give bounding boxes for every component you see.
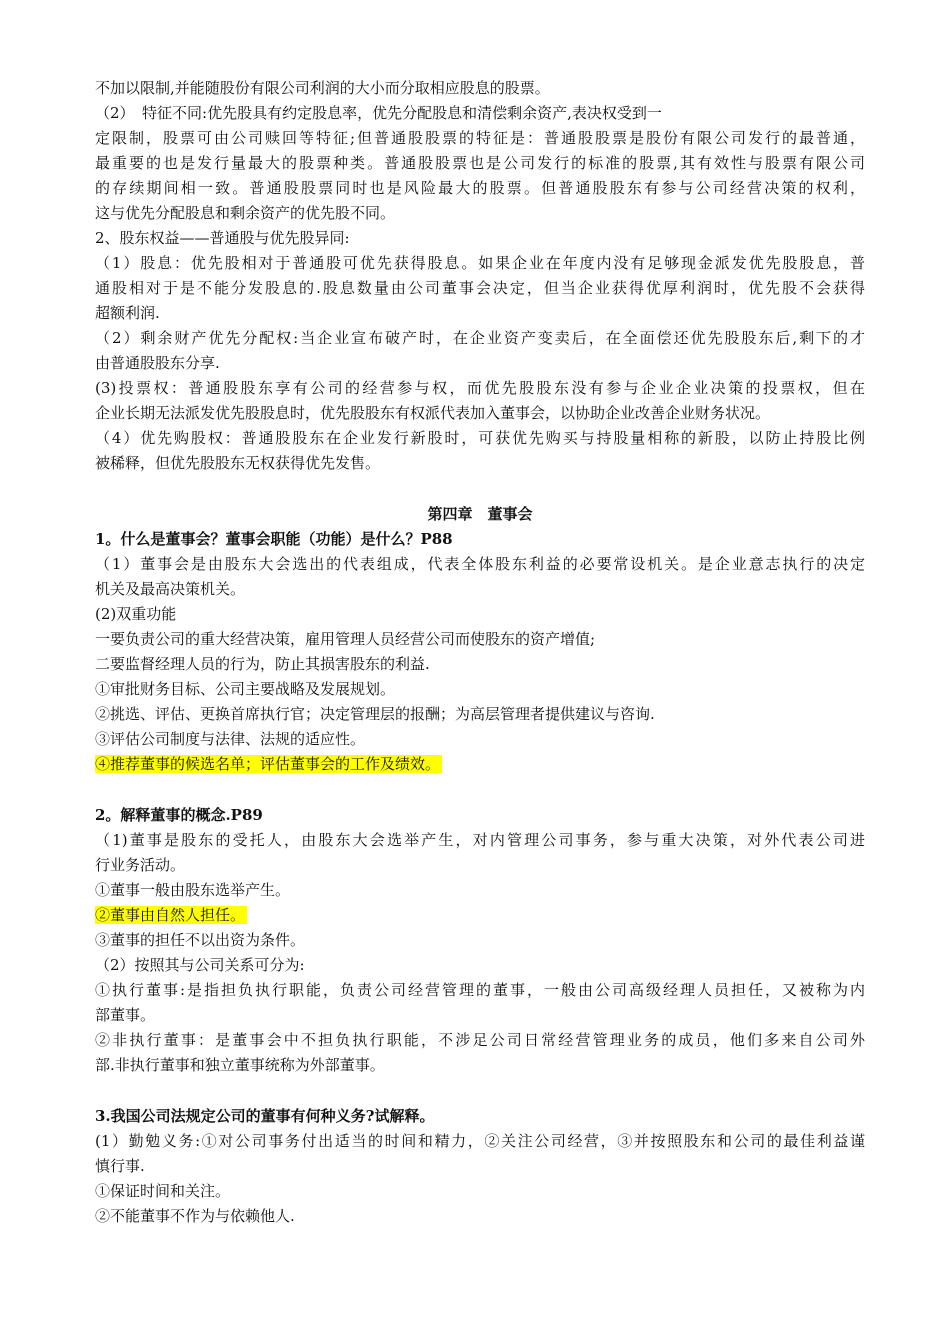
question-heading: 2。解释董事的概念.P89 <box>95 806 263 824</box>
paragraph-line: （2） 特征不同:优先股具有约定股息率，优先分配股息和清偿剩余资产,表决权受到一 <box>95 104 662 122</box>
paragraph-line: 机关及最高决策机关。 <box>95 580 246 598</box>
paragraph-line: 定限制，股票可由公司赎回等特征;但普通股股票的特征是：普通股股票是股份有限公司发行的最普通， <box>95 129 865 147</box>
paragraph-line: (2)双重功能 <box>95 605 177 623</box>
list-item: ①审批财务目标、公司主要战略及发展规划。 <box>95 680 396 698</box>
paragraph-line: 由普通股股东分享. <box>95 354 220 372</box>
paragraph-line: 二要监督经理人员的行为，防止其损害股东的利益. <box>95 655 430 673</box>
list-item: ③董事的担任不以出资为条件。 <box>95 931 306 949</box>
paragraph-line: （4）优先购股权：普通股股东在企业发行新股时，可获优先购买与持股量相称的新股，以防止持股比例 <box>95 429 865 447</box>
paragraph-line: （2）剩余财产优先分配权:当企业宣布破产时，在企业资产变卖后，在全面偿还优先股股东后,剩下的才 <box>95 329 865 347</box>
subsection-heading: 2、股东权益——普通股与优先股异同: <box>95 229 350 247</box>
question-heading: 1。什么是董事会？董事会职能（功能）是什么？P88 <box>95 530 453 548</box>
highlighted-line <box>95 752 865 776</box>
paragraph-line: (1）勤勉义务:①对公司事务付出适当的时间和精力，②关注公司经营，③并按照股东和公司的最佳利益谨 <box>95 1132 865 1150</box>
paragraph-line: 部董事。 <box>95 1006 156 1024</box>
paragraph-line: 超额利润. <box>95 304 160 322</box>
paragraph-line: 企业长期无法派发优先股股息时，优先股股东有权派代表加入董事会，以协助企业改善企业财务状况。 <box>95 404 771 422</box>
list-item: ②非执行董事：是董事会中不担负执行职能，不涉足公司日常经营管理业务的成员，他们多来自公司外 <box>95 1031 865 1049</box>
paragraph-line: 部.非执行董事和独立董事统称为外部董事。 <box>95 1056 385 1074</box>
paragraph-line: （1)董事是股东的受托人，由股东大会选举产生，对内管理公司事务，参与重大决策，对外代表公司进 <box>95 831 865 849</box>
paragraph-line: 这与优先分配股息和剩余资产的优先股不同。 <box>95 204 396 222</box>
paragraph-line: 不加以限制,并能随股份有限公司利润的大小而分取相应股息的股票。 <box>95 79 550 97</box>
paragraph-line: 被稀释，但优先股股东无权获得优先发售。 <box>95 454 381 472</box>
highlighted-text: ④推荐董事的候选名单；评估董事会的工作及绩效。 <box>95 755 441 773</box>
paragraph-line: 通股相对于是不能分发股息的.股息数量由公司董事会决定，但当企业获得优厚利润时，优先股不会获得 <box>95 279 865 297</box>
paragraph-line: (3)投票权：普通股股东享有公司的经营参与权，而优先股股东没有参与企业企业决策的投票权，但在 <box>95 379 865 397</box>
paragraph-line: 慎行事. <box>95 1157 145 1175</box>
highlighted-line <box>95 903 865 927</box>
list-item: ③评估公司制度与法律、法规的适应性。 <box>95 730 366 748</box>
highlighted-text: ②董事由自然人担任。 <box>95 906 246 924</box>
paragraph-line: 的存续期间相一致。普通股股票同时也是风险最大的股票。但普通股股东有参与公司经营决策的权利， <box>95 179 865 197</box>
paragraph-line: （2）按照其与公司关系可分为: <box>95 956 305 974</box>
paragraph-line: 一要负责公司的重大经营决策，雇用管理人员经营公司而使股东的资产增值; <box>95 630 596 648</box>
list-item: ①董事一般由股东选举产生。 <box>95 881 291 899</box>
list-item: ②不能董事不作为与依赖他人. <box>95 1207 295 1225</box>
paragraph-line: 行业务活动。 <box>95 856 186 874</box>
list-item: ①执行董事:是指担负执行职能，负责公司经营管理的董事，一般由公司高级经理人员担任，又被称为内 <box>95 981 865 999</box>
paragraph-line: （1）董事会是由股东大会选出的代表组成，代表全体股东利益的必要常设机关。是企业意志执行的决定 <box>95 555 865 573</box>
chapter-title: 第四章 董事会 <box>427 505 533 523</box>
list-item: ②挑选、评估、更换首席执行官；决定管理层的报酬；为高层管理者提供建议与咨询. <box>95 705 655 723</box>
question-heading: 3.我国公司法规定公司的董事有何种义务?试解释。 <box>95 1107 435 1125</box>
paragraph-line: 最重要的也是发行量最大的股票种类。普通股股票也是公司发行的标准的股票,其有效性与股票有限公司 <box>95 154 865 172</box>
list-item: ①保证时间和关注。 <box>95 1182 231 1200</box>
paragraph-line: （1）股息：优先股相对于普通股可优先获得股息。如果企业在年度内没有足够现金派发优先股股息，普 <box>95 254 865 272</box>
